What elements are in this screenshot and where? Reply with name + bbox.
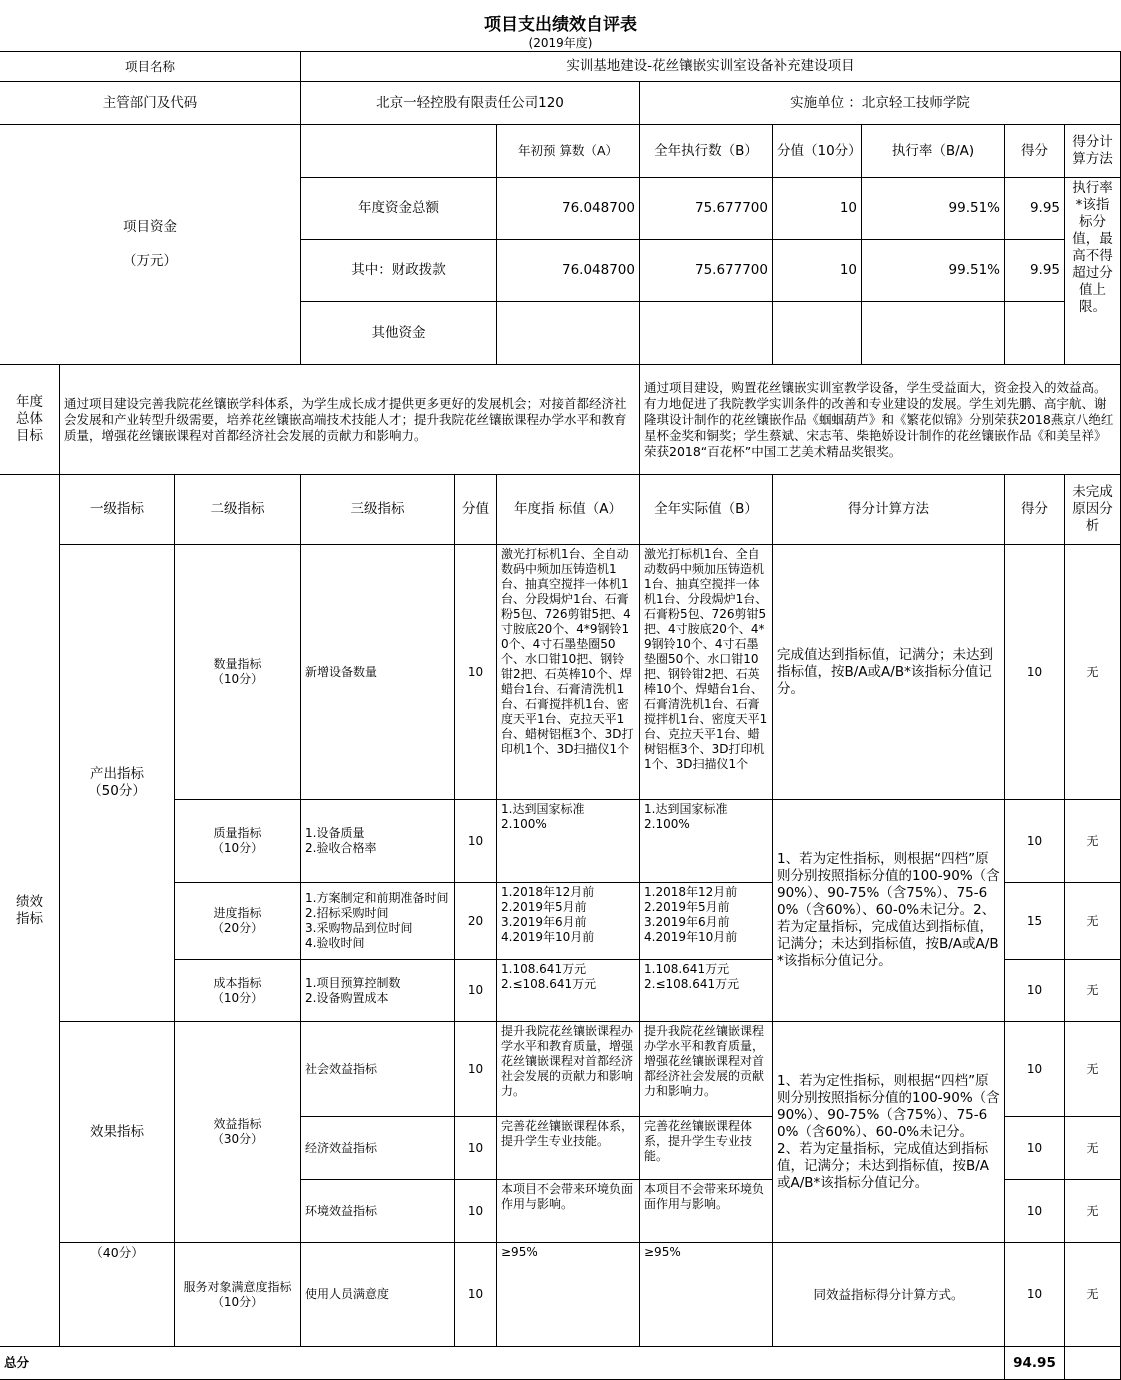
total-blank-cell bbox=[1064, 1346, 1121, 1380]
indicator-weight-cell bbox=[454, 882, 497, 960]
level3-indicator-cell bbox=[300, 1021, 455, 1117]
indicator-weight-cell bbox=[454, 1242, 497, 1347]
level2-indicator: 成本指标 （10分） bbox=[211, 975, 264, 1005]
level3-indicator-cell bbox=[300, 959, 455, 1022]
indicator-actual: 提升我院花丝镶嵌课程办学水平和教育质量，增强花丝镶嵌课程对首都经济社会发展的贡献力和影响力。 bbox=[644, 1024, 765, 1098]
indicator-score-cell bbox=[1004, 1179, 1065, 1243]
project-name-value: 实训基地建设-花丝镶嵌实训室设备补充建设项目 bbox=[566, 58, 855, 74]
project-name-label: 项目名称 bbox=[124, 58, 175, 74]
indicator-header-0-cell bbox=[59, 474, 175, 545]
funds-row-a: 76.048700 bbox=[561, 262, 635, 278]
funds-row-weight-cell bbox=[772, 177, 862, 240]
goals-target: 通过项目建设完善我院花丝镶嵌学科体系，为学生成长成才提供更多更好的发展机会；对接首都经济社会发展和产业转型升级需要，培养花丝镶嵌高端技术技能人才；提升我院花丝镶嵌课程办学水平和教育质量，增强花丝镶嵌课程对首都经济社会发展的贡献力和影响力。 bbox=[64, 395, 627, 443]
funds-row-rate: 99.51% bbox=[948, 200, 1000, 216]
project-name-value-cell bbox=[300, 51, 1121, 82]
indicator-reason: 无 bbox=[1086, 833, 1099, 848]
funds-row-weight-cell bbox=[772, 239, 862, 302]
indicator-weight-cell bbox=[454, 1179, 497, 1243]
indicator-target: 1.2018年12月前 2.2019年5月前 3.2019年6月前 4.2019年10月前 bbox=[501, 885, 595, 944]
funds-row-score-cell bbox=[1004, 301, 1065, 365]
indicator-score: 10 bbox=[1026, 983, 1043, 997]
indicator-actual-cell bbox=[639, 882, 773, 960]
indicators-label-cell bbox=[0, 474, 60, 1347]
level3-indicator: 1.设备质量 2.验收合格率 bbox=[305, 826, 377, 855]
total-label-cell bbox=[0, 1346, 1005, 1380]
level2-indicator-cell bbox=[174, 544, 301, 800]
indicator-target-cell bbox=[496, 959, 640, 1022]
funds-row-a-cell bbox=[496, 301, 640, 365]
indicator-header-6-cell bbox=[772, 474, 1005, 545]
indicator-reason: 无 bbox=[1086, 1140, 1099, 1155]
goals-label: 年度 总体 目标 bbox=[16, 394, 43, 444]
indicator-reason: 无 bbox=[1086, 1287, 1099, 1301]
funds-row-a-cell bbox=[496, 239, 640, 302]
funds-method-cell bbox=[1064, 177, 1121, 365]
method-output: 1、若为定性指标，则根据“四档”原则分别按照指标分值的100-90%（含90%）、90-75%（含75%）、75-60%（含60%）、60-0%未记分。2、若为定量指标，完成值达到指标值，记满分；未达到指标值，按B/A或A/B*该指标分值记分。 bbox=[777, 851, 1000, 969]
indicator-weight: 10 bbox=[467, 664, 484, 679]
indicator-actual: 本项目不会带来环境负面作用与影响。 bbox=[644, 1182, 765, 1211]
indicator-score: 10 bbox=[1026, 664, 1043, 679]
dept-value-cell bbox=[300, 81, 640, 125]
indicator-score: 15 bbox=[1026, 913, 1043, 928]
funds-row-score: 9.95 bbox=[1029, 200, 1060, 216]
indicator-reason-cell bbox=[1064, 882, 1121, 960]
indicator-header-1-cell bbox=[174, 474, 301, 545]
funds-header-rate: 执行率（B/A) bbox=[891, 142, 975, 159]
level2-indicator: 数量指标 （10分） bbox=[211, 657, 264, 686]
indicator-score-cell bbox=[1004, 1021, 1065, 1117]
page-title: 项目支出绩效自评表 bbox=[484, 15, 637, 35]
total-label: 总分 bbox=[4, 1355, 30, 1370]
indicator-target: 完善花丝镶嵌课程体系，提升学生专业技能。 bbox=[501, 1119, 634, 1148]
indicator-reason: 无 bbox=[1086, 983, 1099, 997]
level2-indicator: 服务对象满意度指标（10分） bbox=[183, 1279, 292, 1309]
indicator-score: 10 bbox=[1026, 1061, 1043, 1076]
indicator-actual: ≥95% bbox=[644, 1245, 681, 1259]
indicator-reason-cell bbox=[1064, 1021, 1121, 1117]
level2-indicator-cell bbox=[174, 1242, 301, 1347]
indicator-target-cell bbox=[496, 544, 640, 800]
level3-indicator: 1.方案制定和前期准备时间 2.招标采购时间 3.采购物品到位时间 4.验收时间 bbox=[305, 891, 449, 950]
funds-header-a-cell bbox=[496, 124, 640, 178]
funds-method: 执行率*该指标分值，最高不得超过分值上限。 bbox=[1072, 180, 1113, 315]
indicator-weight: 10 bbox=[467, 1061, 484, 1076]
funds-row-name: 年度资金总额 bbox=[358, 200, 439, 216]
indicator-header-7-cell bbox=[1004, 474, 1065, 545]
funds-label: 项目资金 （万元） bbox=[123, 219, 177, 269]
goals-actual-cell bbox=[639, 364, 1121, 475]
level2-indicator: 质量指标 （10分） bbox=[211, 826, 264, 855]
level2-indicator-cell bbox=[174, 882, 301, 960]
indicator-target-cell bbox=[496, 799, 640, 883]
level2-indicator: 效益指标 （30分） bbox=[211, 1117, 264, 1146]
funds-row-a: 76.048700 bbox=[561, 200, 635, 216]
funds-row-weight: 10 bbox=[839, 200, 857, 216]
indicator-score: 10 bbox=[1026, 833, 1043, 848]
level3-indicator-cell bbox=[300, 799, 455, 883]
goals-target-cell bbox=[59, 364, 640, 475]
l1-output-cell bbox=[59, 544, 175, 1022]
method-satisfaction-cell bbox=[772, 1242, 1005, 1347]
funds-row-weight: 10 bbox=[839, 262, 857, 278]
funds-row-name: 其中：财政拨款 bbox=[351, 262, 446, 278]
funds-row-a-cell bbox=[496, 177, 640, 240]
indicator-header-5-cell bbox=[639, 474, 773, 545]
indicator-target-cell bbox=[496, 1179, 640, 1243]
dept-label-cell bbox=[0, 81, 301, 125]
funds-row-rate: 99.51% bbox=[948, 262, 1000, 278]
level3-indicator: 使用人员满意度 bbox=[305, 1287, 390, 1301]
funds-header-a: 年初预 算数（A） bbox=[517, 143, 619, 158]
dept-value: 北京一轻控股有限责任公司120 bbox=[376, 94, 564, 111]
level2-indicator: 进度指标 （20分） bbox=[211, 906, 264, 935]
level2-indicator-cell bbox=[174, 799, 301, 883]
indicator-header-4: 年度指 标值（A） bbox=[513, 501, 623, 517]
indicator-target: 1.108.641万元 2.≤108.641万元 bbox=[501, 962, 597, 991]
indicator-actual: 激光打标机1台、全自动数码中频加压铸造机1台、抽真空搅拌一体机1台、分段焗炉1台、石膏粉5包、726剪钳5把、4寸胺底20个、4*9钢铃10个、4寸石墨垫圈50个、水口钳10把、钢铃钳2把、石英棒10个、焊蜡台1台、石膏清洗机1台、石膏搅拌机1台、密度天平1台、克拉天平1台、蜡树铝框3个、3D打印机1个、3D扫描仪1个 bbox=[644, 547, 768, 771]
indicator-weight: 10 bbox=[467, 983, 484, 997]
level3-indicator-cell bbox=[300, 1179, 455, 1243]
level3-indicator-cell bbox=[300, 1242, 455, 1347]
indicator-target: 1.达到国家标准 2.100% bbox=[501, 802, 585, 831]
funds-header-blank-cell bbox=[300, 124, 497, 178]
funds-row-rate-cell bbox=[861, 177, 1005, 240]
funds-row-score: 9.95 bbox=[1029, 262, 1060, 278]
indicator-weight-cell bbox=[454, 544, 497, 800]
indicator-weight-cell bbox=[454, 1021, 497, 1117]
funds-header-method-cell bbox=[1064, 124, 1121, 178]
l1-effect-weight-cell bbox=[59, 1242, 175, 1347]
l1-effect: 效果指标 bbox=[90, 1123, 144, 1140]
indicator-reason-cell bbox=[1064, 1116, 1121, 1180]
indicator-target: ≥95% bbox=[501, 1245, 538, 1259]
method-quantity-cell bbox=[772, 544, 1005, 800]
indicator-header-6: 得分计算方法 bbox=[848, 501, 929, 517]
indicator-reason: 无 bbox=[1086, 1203, 1099, 1218]
year-subtitle: (2019年度) bbox=[528, 36, 593, 50]
indicator-actual: 1.达到国家标准 2.100% bbox=[644, 802, 728, 831]
goals-label-cell bbox=[0, 364, 60, 475]
indicator-header-3-cell bbox=[454, 474, 497, 545]
indicator-score: 10 bbox=[1026, 1287, 1043, 1301]
indicator-reason-cell bbox=[1064, 799, 1121, 883]
indicator-reason: 无 bbox=[1086, 1061, 1099, 1076]
level3-indicator: 社会效益指标 bbox=[305, 1061, 378, 1076]
level3-indicator: 1.项目预算控制数 2.设备购置成本 bbox=[305, 975, 401, 1005]
indicator-header-3: 分值 bbox=[462, 501, 489, 517]
indicator-reason: 无 bbox=[1086, 913, 1099, 928]
indicator-target: 本项目不会带来环境负面 作用与影响。 bbox=[501, 1182, 634, 1211]
indicator-score-cell bbox=[1004, 959, 1065, 1022]
indicator-actual-cell bbox=[639, 959, 773, 1022]
funds-row-b-cell bbox=[639, 301, 773, 365]
indicator-reason-cell bbox=[1064, 544, 1121, 800]
method-output-cell bbox=[772, 799, 1005, 1022]
indicator-target-cell bbox=[496, 882, 640, 960]
level2-indicator-cell bbox=[174, 959, 301, 1022]
indicator-header-8-cell bbox=[1064, 474, 1121, 545]
indicator-header-2: 三级指标 bbox=[350, 501, 405, 517]
funds-row-b: 75.677700 bbox=[694, 200, 768, 216]
funds-header-b-cell bbox=[639, 124, 773, 178]
total-score: 94.95 bbox=[1013, 1354, 1056, 1371]
impl-unit: 实施单位 ：北京轻工技师学院 bbox=[790, 94, 970, 111]
indicator-actual-cell bbox=[639, 544, 773, 800]
funds-row-weight-cell bbox=[772, 301, 862, 365]
indicator-weight-cell bbox=[454, 799, 497, 883]
indicator-header-1: 二级指标 bbox=[210, 501, 265, 517]
indicator-actual-cell bbox=[639, 1116, 773, 1180]
l1-effect-cell bbox=[59, 1021, 175, 1243]
total-score-cell bbox=[1004, 1346, 1065, 1380]
indicator-header-0: 一级指标 bbox=[90, 501, 144, 517]
level3-indicator: 新增设备数量 bbox=[305, 664, 378, 679]
funds-header-weight: 分值（10分） bbox=[777, 142, 862, 159]
indicator-header-2-cell bbox=[300, 474, 455, 545]
indicator-header-5: 全年实际值（B） bbox=[654, 501, 758, 517]
funds-header-method: 得分计算方法 bbox=[1072, 134, 1113, 167]
level3-indicator-cell bbox=[300, 544, 455, 800]
funds-label-cell bbox=[0, 124, 301, 365]
indicator-header-4-cell bbox=[496, 474, 640, 545]
funds-row-name-cell bbox=[300, 239, 497, 302]
indicator-score: 10 bbox=[1026, 1140, 1043, 1155]
indicator-reason-cell bbox=[1064, 1242, 1121, 1347]
indicator-score-cell bbox=[1004, 799, 1065, 883]
funds-row-rate-cell bbox=[861, 301, 1005, 365]
dept-label: 主管部门及代码 bbox=[102, 94, 198, 111]
indicator-actual-cell bbox=[639, 799, 773, 883]
indicator-weight: 10 bbox=[467, 1203, 484, 1218]
indicator-weight-cell bbox=[454, 1116, 497, 1180]
funds-row-b: 75.677700 bbox=[694, 262, 768, 278]
funds-header-score-cell bbox=[1004, 124, 1065, 178]
funds-row-name-cell bbox=[300, 177, 497, 240]
indicator-weight: 20 bbox=[467, 913, 484, 928]
indicator-target: 激光打标机1台、全自动数码中频加压铸造机1台、抽真空搅拌一体机1台、分段焗炉1台、石膏粉5包、726剪钳5把、4寸胺底20个、4*9钢铃10个、4寸石墨垫圈50个、水口钳10把、钢铃钳2把、石英棒10个、焊蜡台1台、石膏清洗机1台、石膏搅拌机1台、密度天平1台、克拉天平1台、蜡树铝框3个、3D打印机1个、3D扫描仪1个 bbox=[501, 547, 634, 756]
method-satisfaction: 同效益指标得分计算方式。 bbox=[813, 1286, 964, 1302]
l1-output: 产出指标 （50分） bbox=[88, 766, 146, 799]
impl-unit-cell bbox=[639, 81, 1121, 125]
indicator-actual: 1.2018年12月前 2.2019年5月前 3.2019年6月前 4.2019年10月前 bbox=[644, 885, 738, 944]
indicator-weight: 10 bbox=[467, 1140, 484, 1155]
indicator-score: 10 bbox=[1026, 1203, 1043, 1218]
indicator-actual: 1.108.641万元 2.≤108.641万元 bbox=[644, 962, 740, 991]
funds-row-name: 其他资金 bbox=[371, 324, 426, 341]
goals-actual: 通过项目建设，购置花丝镶嵌实训室教学设备，学生受益面大，资金投入的效益高。有力地促进了我院教学实训条件的改善和专业建设的发展。学生刘先鹏、高宇航、谢隆琪设计制作的花丝镶嵌作品《蝈蝈葫芦》和《繁花似锦》分别荣获2018燕京八绝红星杯金奖和铜奖；学生蔡斌、宋志苇、柴艳娇设计制作的花丝镶嵌作品《和美呈祥》荣获2018“百花杯”中国工艺美术精品奖银奖。 bbox=[644, 379, 1114, 459]
level3-indicator-cell bbox=[300, 1116, 455, 1180]
indicators-label: 绩效 指标 bbox=[16, 893, 43, 927]
funds-header-b: 全年执行数（B） bbox=[654, 142, 758, 159]
level2-indicator-cell bbox=[174, 1021, 301, 1243]
indicator-actual-cell bbox=[639, 1242, 773, 1347]
project-name-label-cell bbox=[0, 51, 301, 82]
method-quantity: 完成值达到指标值，记满分；未达到指标值，按B/A或A/B*该指标分值记分。 bbox=[777, 646, 993, 697]
indicator-score-cell bbox=[1004, 1242, 1065, 1347]
funds-header-rate-cell bbox=[861, 124, 1005, 178]
indicator-reason: 无 bbox=[1086, 664, 1099, 679]
method-effect-cell bbox=[772, 1021, 1005, 1243]
indicator-target-cell bbox=[496, 1021, 640, 1117]
indicator-target-cell bbox=[496, 1116, 640, 1180]
indicator-score-cell bbox=[1004, 1116, 1065, 1180]
funds-row-b-cell bbox=[639, 177, 773, 240]
funds-row-score-cell bbox=[1004, 177, 1065, 240]
method-effect: 1、若为定性指标，则根据“四档”原则分别按照指标分值的100-90%（含90%）、90-75%（含75%）、75-60%（含60%）、60-0%未记分。 2、若为定量指标，完成值达到指标值，记满分；未达到指标值，按B/A或A/B*该指标分值记分。 bbox=[777, 1072, 1000, 1191]
funds-header-weight-cell bbox=[772, 124, 862, 178]
funds-row-b-cell bbox=[639, 239, 773, 302]
indicator-score-cell bbox=[1004, 882, 1065, 960]
level3-indicator-cell bbox=[300, 882, 455, 960]
indicator-reason-cell bbox=[1064, 1179, 1121, 1243]
indicator-reason-cell bbox=[1064, 959, 1121, 1022]
funds-row-rate-cell bbox=[861, 239, 1005, 302]
indicator-target: 提升我院花丝镶嵌课程办学水平和教育质量，增强花丝镶嵌课程对首都经济社会发展的贡献力和影响力。 bbox=[501, 1024, 634, 1098]
indicator-target-cell bbox=[496, 1242, 640, 1347]
indicator-header-8: 未完成原因分析 bbox=[1072, 484, 1113, 534]
funds-row-name-cell bbox=[300, 301, 497, 365]
indicator-actual-cell bbox=[639, 1021, 773, 1117]
l1-effect-weight: （40分） bbox=[90, 1245, 144, 1260]
indicator-weight: 10 bbox=[467, 1287, 484, 1301]
indicator-score-cell bbox=[1004, 544, 1065, 800]
indicator-weight: 10 bbox=[467, 833, 484, 848]
funds-row-score-cell bbox=[1004, 239, 1065, 302]
indicator-weight-cell bbox=[454, 959, 497, 1022]
level3-indicator: 环境效益指标 bbox=[305, 1203, 378, 1218]
indicator-header-7: 得分 bbox=[1021, 501, 1048, 517]
level3-indicator: 经济效益指标 bbox=[305, 1140, 378, 1155]
indicator-actual-cell bbox=[639, 1179, 773, 1243]
funds-header-score: 得分 bbox=[1021, 142, 1048, 159]
indicator-actual: 完善花丝镶嵌课程体系，提升学生专业技能。 bbox=[644, 1119, 753, 1163]
